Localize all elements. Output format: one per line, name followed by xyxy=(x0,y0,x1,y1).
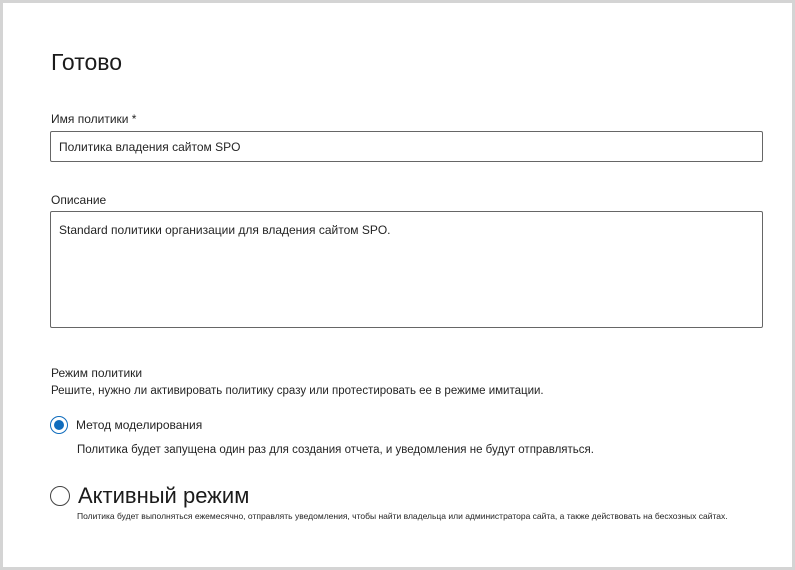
page-title: Готово xyxy=(51,49,123,75)
policy-mode-description: Решите, нужно ли активировать политику сразу или протестировать ее в режиме имитации. xyxy=(51,385,544,397)
radio-active-mode[interactable] xyxy=(50,483,249,509)
description-textarea[interactable] xyxy=(50,211,763,328)
policy-name-label: Имя политики * xyxy=(51,112,137,126)
description-label: Описание xyxy=(51,193,107,207)
radio-simulation-label[interactable]: Метод моделирования xyxy=(76,418,203,432)
radio-simulation-mode[interactable] xyxy=(50,416,202,434)
policy-name-input[interactable] xyxy=(50,131,763,162)
radio-selected-icon[interactable] xyxy=(50,416,68,434)
radio-unselected-icon[interactable] xyxy=(50,486,70,506)
simulation-help-text: Политика будет запущена один раз для создания отчета, и уведомления не будут отправляться. xyxy=(77,444,594,456)
radio-active-label[interactable]: Активный режим xyxy=(78,483,250,508)
active-help-text: Политика будет выполняться ежемесячно, отправлять уведомления, чтобы найти владельца или администратора сайта, а также действовать на бесхозных сайтах. xyxy=(77,511,728,521)
policy-mode-title: Режим политики xyxy=(51,366,143,380)
